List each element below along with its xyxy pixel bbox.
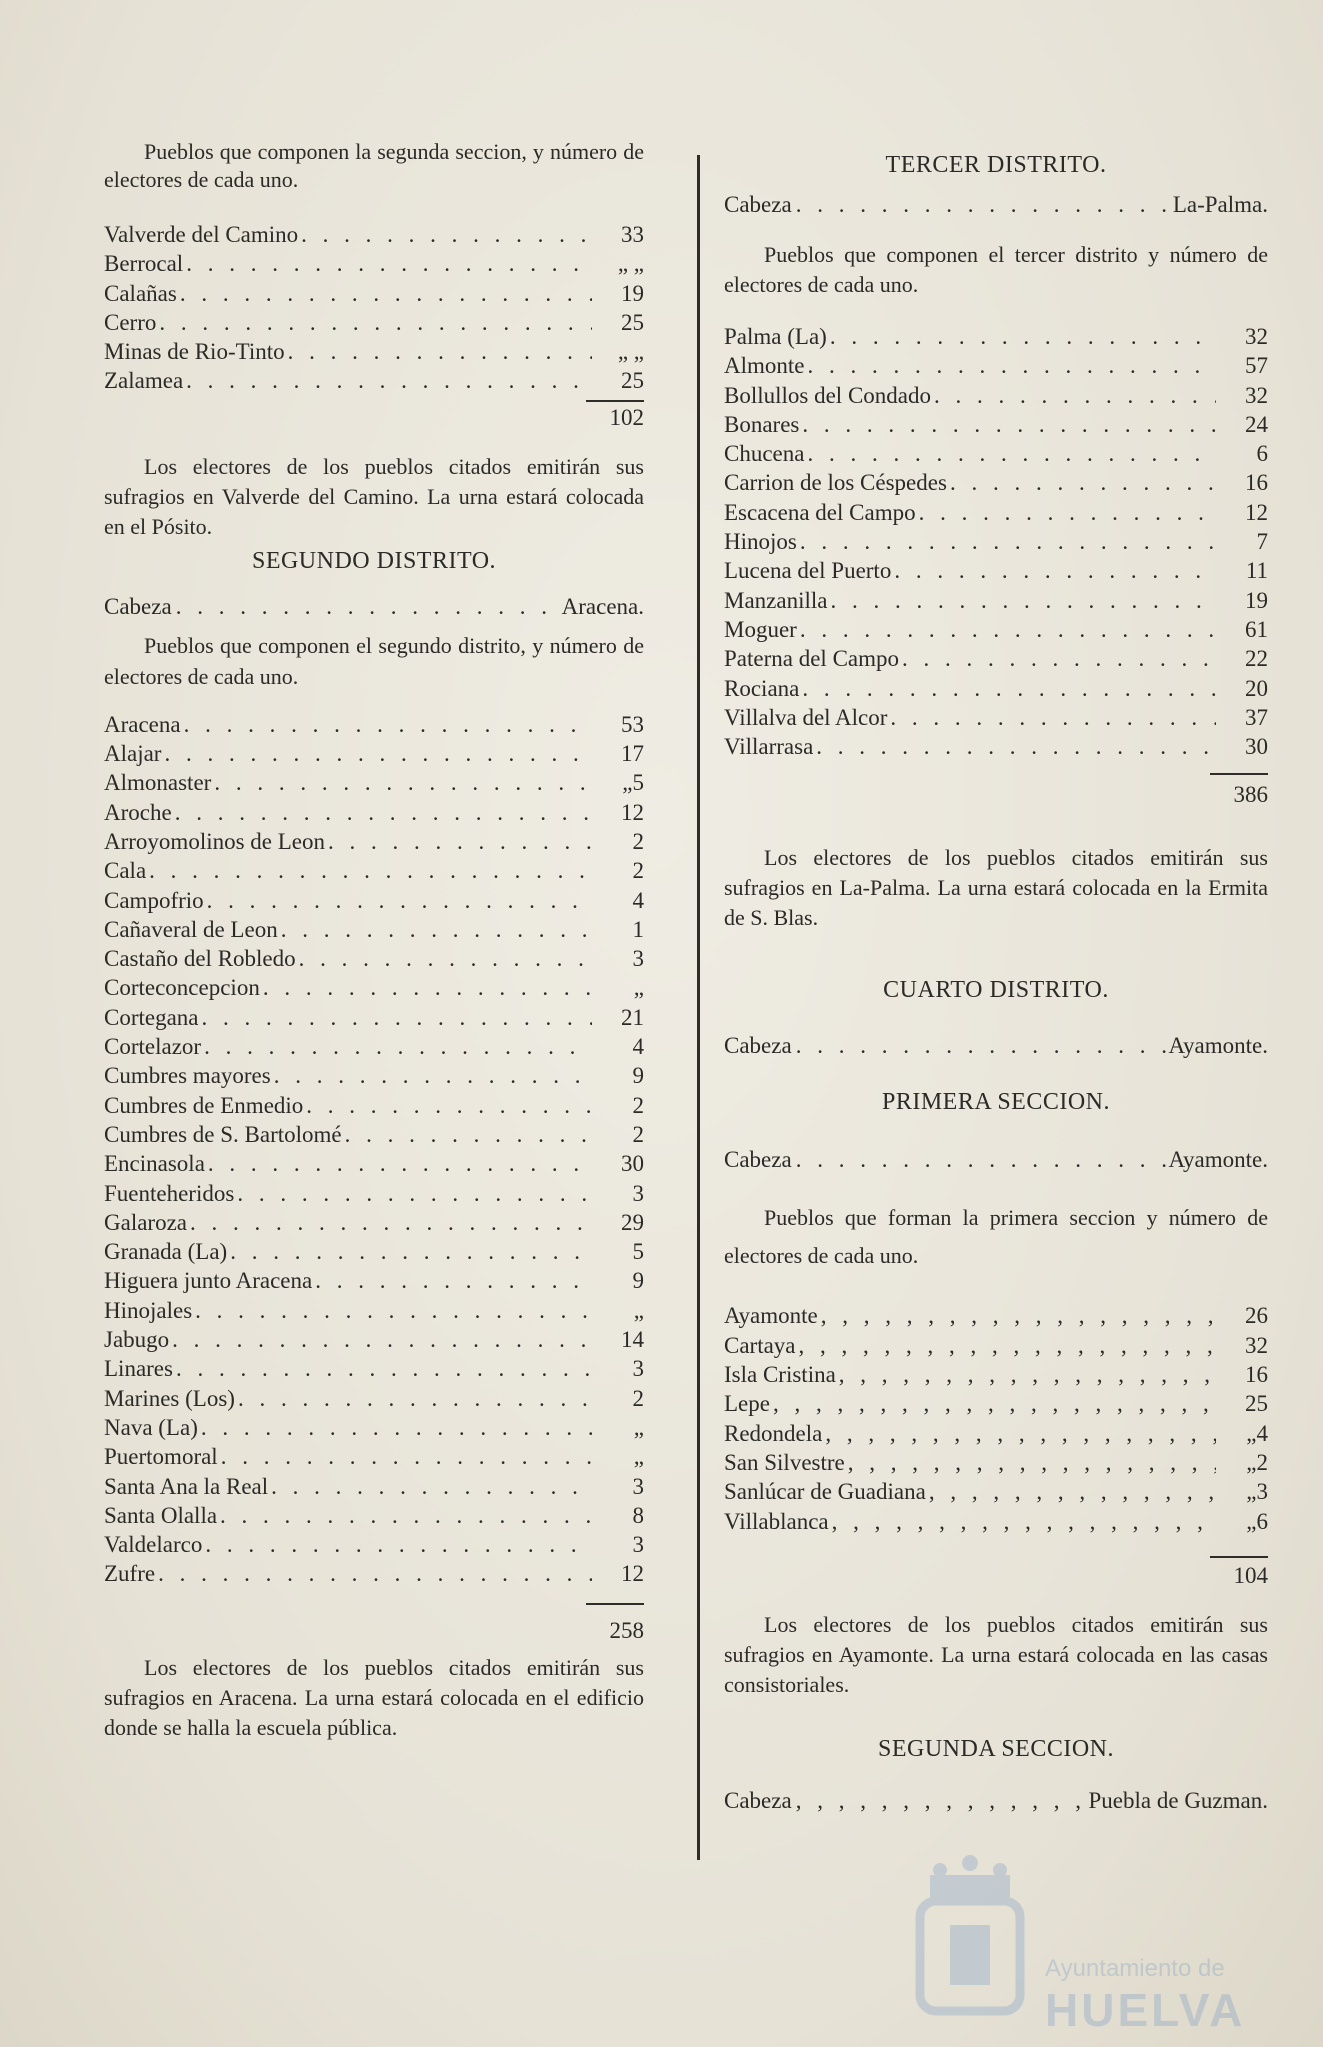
leader-dots: [260, 973, 592, 1002]
cabeza-label: Cabeza: [724, 1033, 792, 1059]
elector-count: 20: [1245, 675, 1268, 701]
elector-count: 12: [621, 799, 644, 825]
table-row: [104, 1296, 644, 1325]
town-name: Galaroza: [104, 1209, 187, 1235]
leader-dots: [836, 1360, 1216, 1389]
table-row: [724, 410, 1268, 439]
town-name: Valverde del Camino: [104, 222, 299, 247]
d2-table: [104, 710, 644, 1589]
table-row: [724, 703, 1268, 732]
table-row: [104, 1091, 644, 1120]
elector-count: 2: [632, 828, 644, 854]
leader-dots: [792, 1031, 1169, 1061]
town-name: Cumbres de Enmedio: [104, 1092, 304, 1118]
town-name: Cortegana: [104, 1004, 199, 1030]
leader-dots: [217, 1501, 592, 1530]
sec2-table: [104, 220, 644, 396]
d3-intro: Pueblos que componen el tercer distrito y número de electores de cada uno.: [724, 242, 1268, 297]
town-name: Aroche: [104, 799, 172, 825]
table-row: [104, 1530, 644, 1559]
cabeza-value: Aracena.: [561, 593, 644, 619]
town-name: Berrocal: [104, 251, 184, 277]
table-row: [104, 220, 644, 249]
elector-count: „6: [1246, 1508, 1268, 1534]
s2-heading: SEGUNDA SECCION.: [877, 1735, 1115, 1762]
town-name: Isla Cristina: [724, 1362, 836, 1388]
leader-dots: [799, 410, 1216, 439]
town-name: Cala: [104, 858, 147, 884]
elector-count: 9: [632, 1268, 644, 1294]
elector-count: 3: [632, 1356, 644, 1382]
elector-count: 53: [621, 711, 644, 737]
town-name: Alajar: [104, 741, 162, 767]
town-name: Bonares: [724, 411, 800, 437]
town-name: Escacena del Campo: [724, 499, 916, 525]
elector-count: 3: [632, 1473, 644, 1499]
elector-count: 19: [621, 280, 644, 306]
town-name: Villarrasa: [724, 734, 814, 760]
table-row: [724, 556, 1268, 585]
table-row: [724, 1389, 1268, 1418]
town-name: Ayamonte: [724, 1303, 818, 1329]
d3-cabeza: [724, 190, 1268, 220]
table-row: [724, 439, 1268, 468]
leader-dots: [899, 644, 1216, 673]
table-row: [104, 337, 644, 366]
town-name: Almonte: [724, 353, 805, 379]
table-row: [104, 1384, 644, 1413]
table-row: [724, 732, 1268, 761]
leader-dots: [183, 366, 592, 395]
table-row: [104, 886, 644, 915]
right-column: [724, 150, 1268, 1816]
town-name: Chucena: [724, 441, 805, 467]
cabeza-value: La-Palma.: [1172, 192, 1268, 217]
town-name: Calañas: [104, 280, 177, 306]
table-row: [724, 527, 1268, 556]
table-row: [104, 1472, 644, 1501]
leader-dots: [227, 1237, 592, 1266]
town-name: Puertomoral: [104, 1444, 218, 1470]
leader-dots: [916, 498, 1216, 527]
elector-count: „: [633, 1414, 644, 1440]
table-row: [104, 1237, 644, 1266]
leader-dots: [181, 710, 592, 739]
table-row: [104, 1061, 644, 1090]
elector-count: 8: [632, 1502, 644, 1528]
elector-count: „5: [622, 770, 644, 796]
table-row: [104, 1501, 644, 1530]
table-row: [104, 856, 644, 885]
elector-count: 24: [1245, 411, 1268, 437]
leader-dots: [298, 220, 592, 249]
leader-dots: [303, 1091, 592, 1120]
town-name: Cerro: [104, 309, 157, 335]
table-row: [104, 710, 644, 739]
leader-dots: [845, 1448, 1216, 1477]
section-intro: Pueblos que componen la segunda seccion, y número de electores de cada uno.: [104, 139, 644, 192]
table-row: [104, 1179, 644, 1208]
elector-count: 19: [1245, 587, 1268, 613]
leader-dots: [204, 886, 592, 915]
s1-note: Los electores de los pueblos citados emitirán sus sufragios en Ayamonte. La urna estará colocada en las casas consistoriales.: [724, 1611, 1268, 1697]
elector-count: „2: [1246, 1449, 1268, 1475]
table-row: [724, 1360, 1268, 1389]
elector-count: 2: [632, 858, 644, 884]
leader-dots: [218, 1442, 592, 1471]
elector-count: 29: [621, 1209, 644, 1235]
town-name: Cañaveral de Leon: [104, 916, 278, 942]
d2-heading: SEGUNDO DISTRITO.: [251, 547, 497, 574]
elector-count: 9: [632, 1063, 644, 1089]
elector-count: 4: [632, 1034, 644, 1060]
leader-dots: [146, 856, 592, 885]
table-row: [104, 973, 644, 1002]
table-row: [104, 1559, 644, 1588]
town-name: Palma (La): [724, 324, 827, 349]
town-name: Higuera junto Aracena: [104, 1268, 313, 1294]
elector-count: 22: [1245, 646, 1268, 672]
d4-cabeza: [724, 1031, 1268, 1061]
town-name: Cortelazor: [104, 1034, 202, 1060]
leader-dots: [312, 1266, 592, 1295]
leader-dots: [161, 739, 592, 768]
sec2-total: 102: [609, 404, 644, 430]
town-name: Castaño del Robledo: [104, 946, 296, 972]
table-row: [104, 739, 644, 768]
town-name: Santa Ana la Real: [104, 1473, 269, 1499]
s1-total: 104: [1233, 1562, 1268, 1588]
leader-dots: [797, 615, 1216, 644]
table-row: [724, 615, 1268, 644]
town-name: Bollullos del Condado: [724, 382, 931, 408]
s1-intro: Pueblos que forman la primera seccion y número de electores de cada uno.: [724, 1205, 1268, 1269]
leader-dots: [169, 1325, 592, 1354]
table-row: [104, 1149, 644, 1178]
town-name: Hinojales: [104, 1297, 193, 1323]
cabeza-label: Cabeza: [724, 1147, 792, 1173]
table-row: [724, 1301, 1268, 1330]
leader-dots: [926, 1477, 1216, 1506]
leader-dots: [813, 732, 1216, 761]
table-row: [104, 366, 644, 395]
table-row: [104, 1266, 644, 1295]
town-name: Santa Olalla: [104, 1502, 218, 1528]
cabeza-value: Puebla de Guzman.: [1088, 1787, 1268, 1813]
d3-note: Los electores de los pueblos citados emitirán sus sufragios en La-Palma. La urna estará colocada en la Ermita de S. Blas.: [724, 845, 1268, 931]
leader-dots: [205, 1149, 592, 1178]
cabeza-value: Ayamonte.: [1168, 1033, 1268, 1059]
d4-heading: CUARTO DISTRITO.: [883, 977, 1109, 1004]
watermark-line2: HUELVA: [1045, 1984, 1246, 2036]
cabeza-label: Cabeza: [104, 593, 172, 619]
town-name: Aracena: [104, 711, 181, 737]
leader-dots: [234, 1179, 592, 1208]
elector-count: 26: [1245, 1303, 1268, 1329]
table-row: [724, 644, 1268, 673]
elector-count: 6: [1256, 441, 1268, 467]
leader-dots: [805, 351, 1217, 380]
table-row: [104, 249, 644, 278]
leader-dots: [211, 768, 592, 797]
leader-dots: [792, 1145, 1169, 1175]
town-name: Fuenteheridos: [104, 1180, 235, 1206]
elector-count: „3: [1246, 1479, 1268, 1505]
leader-dots: [235, 1384, 592, 1413]
elector-count: „ „: [617, 251, 644, 277]
town-name: Carrion de los Céspedes: [724, 470, 947, 496]
town-name: Minas de Rio-Tinto: [104, 339, 285, 365]
town-name: Villablanca: [724, 1508, 829, 1534]
leader-dots: [172, 798, 592, 827]
elector-count: 3: [632, 946, 644, 972]
leader-dots: [799, 674, 1216, 703]
elector-count: 32: [1245, 324, 1268, 349]
table-row: [104, 798, 644, 827]
elector-count: 17: [621, 741, 644, 767]
leader-dots: [792, 190, 1173, 220]
leader-dots: [770, 1389, 1216, 1418]
leader-dots: [829, 1507, 1216, 1536]
leader-dots: [822, 1419, 1216, 1448]
elector-count: 11: [1245, 558, 1268, 584]
leader-dots: [818, 1301, 1216, 1330]
town-name: Linares: [104, 1356, 173, 1382]
table-row: [724, 1419, 1268, 1448]
d2-cabeza: [104, 592, 644, 622]
table-row: [104, 827, 644, 856]
table-row: [104, 279, 644, 308]
table-row: [724, 468, 1268, 497]
town-name: Campofrio: [104, 887, 204, 913]
elector-count: 37: [1245, 704, 1268, 730]
d2-note: Los electores de los pueblos citados emitirán sus sufragios en Aracena. La urna estará colocada en el edificio donde se halla la escuela pública.: [104, 1654, 644, 1740]
elector-count: „ „: [617, 339, 644, 365]
table-row: [104, 1003, 644, 1032]
elector-count: 2: [632, 1385, 644, 1411]
elector-count: 3: [632, 1180, 644, 1206]
elector-count: 21: [621, 1004, 644, 1030]
town-name: Marines (Los): [104, 1385, 235, 1411]
leader-dots: [891, 556, 1216, 585]
elector-count: 30: [1245, 734, 1268, 760]
watermark: [905, 1845, 1285, 2035]
town-name: Redondela: [724, 1420, 823, 1446]
town-name: Granada (La): [104, 1239, 228, 1265]
elector-count: „: [633, 1297, 644, 1323]
town-name: San Silvestre: [724, 1449, 845, 1475]
leader-dots: [172, 592, 562, 622]
table-row: [724, 322, 1268, 351]
d3-total: 386: [1233, 782, 1268, 808]
leader-dots: [201, 1032, 592, 1061]
d3-heading: TERCER DISTRITO.: [885, 152, 1107, 178]
elector-count: „: [633, 975, 644, 1001]
table-row: [724, 1448, 1268, 1477]
town-name: Cumbres de S. Bartolomé: [104, 1121, 342, 1147]
town-name: Manzanilla: [724, 587, 828, 613]
table-row: [104, 915, 644, 944]
elector-count: 3: [632, 1532, 644, 1558]
sec2-note: Los electores de los pueblos citados emitirán sus sufragios en Valverde del Camino. La urna estará colocada en el Pósito.: [104, 453, 644, 539]
town-name: Villalva del Alcor: [724, 704, 888, 730]
s1-table: [724, 1301, 1268, 1535]
elector-count: 16: [1245, 1362, 1268, 1388]
elector-count: 25: [621, 368, 644, 394]
table-row: [724, 1331, 1268, 1360]
leader-dots: [156, 308, 592, 337]
table-row: [104, 768, 644, 797]
leader-dots: [827, 322, 1216, 351]
leader-dots: [155, 1559, 592, 1588]
leader-dots: [827, 586, 1216, 615]
town-name: Paterna del Campo: [724, 646, 900, 672]
town-name: Jabugo: [104, 1327, 170, 1353]
table-row: [724, 674, 1268, 703]
table-row: [724, 381, 1268, 410]
elector-count: 4: [632, 887, 644, 913]
elector-count: 25: [621, 309, 644, 335]
table-row: [104, 1442, 644, 1471]
town-name: Sanlúcar de Guadiana: [724, 1479, 926, 1505]
leader-dots: [285, 337, 592, 366]
table-row: [104, 1354, 644, 1383]
elector-count: 33: [621, 222, 644, 247]
leader-dots: [296, 944, 592, 973]
d2-intro: Pueblos que componen el segundo distrito, y número de electores de cada uno.: [104, 632, 644, 689]
elector-count: 30: [621, 1151, 644, 1177]
elector-count: 1: [632, 916, 644, 942]
leader-dots: [187, 1208, 592, 1237]
leader-dots: [183, 249, 592, 278]
table-row: [724, 498, 1268, 527]
elector-count: 32: [1245, 1332, 1268, 1358]
leader-dots: [325, 827, 592, 856]
leader-dots: [271, 1061, 592, 1090]
table-row: [724, 351, 1268, 380]
town-name: Corteconcepcion: [104, 975, 260, 1001]
d2-total: 258: [609, 1617, 644, 1643]
leader-dots: [796, 1331, 1216, 1360]
d3-table: [724, 322, 1268, 761]
town-name: Hinojos: [724, 529, 797, 555]
elector-count: 25: [1245, 1391, 1268, 1417]
elector-count: „: [633, 1444, 644, 1470]
leader-dots: [177, 279, 592, 308]
leader-dots: [173, 1354, 592, 1383]
watermark-line1: Ayuntamiento de: [1045, 1955, 1225, 1982]
leader-dots: [268, 1472, 592, 1501]
leader-dots: [202, 1530, 592, 1559]
elector-count: „4: [1246, 1420, 1268, 1446]
leader-dots: [804, 439, 1216, 468]
town-name: Valdelarco: [104, 1532, 203, 1558]
city-shield-icon: [905, 1845, 1035, 2035]
leader-dots: [931, 381, 1216, 410]
elector-count: 2: [632, 1092, 644, 1118]
left-column: [104, 138, 644, 1743]
table-row: [104, 1413, 644, 1442]
cabeza-label: Cabeza: [724, 192, 792, 217]
s1-cabeza: [724, 1145, 1268, 1175]
leader-dots: [198, 1413, 592, 1442]
table-row: [724, 586, 1268, 615]
town-name: Zalamea: [104, 368, 184, 394]
town-name: Arroyomolinos de Leon: [104, 828, 326, 854]
elector-count: 32: [1245, 382, 1268, 408]
cabeza-label: Cabeza: [724, 1787, 792, 1813]
table-row: [104, 308, 644, 337]
elector-count: 2: [632, 1121, 644, 1147]
table-row: [104, 1208, 644, 1237]
town-name: Nava (La): [104, 1414, 198, 1440]
elector-count: 14: [621, 1327, 644, 1353]
town-name: Cartaya: [724, 1332, 796, 1358]
elector-count: 16: [1245, 470, 1268, 496]
leader-dots: [887, 703, 1216, 732]
elector-count: 12: [1245, 499, 1268, 525]
table-row: [104, 1032, 644, 1061]
s2-cabeza: [724, 1786, 1268, 1816]
column-divider: [697, 155, 700, 1860]
table-row: [104, 944, 644, 973]
leader-dots: [278, 915, 592, 944]
leader-dots: [192, 1296, 592, 1325]
table-row: [724, 1507, 1268, 1536]
town-name: Cumbres mayores: [104, 1063, 271, 1089]
town-name: Moguer: [724, 616, 797, 642]
leader-dots: [199, 1003, 592, 1032]
town-name: Lepe: [724, 1391, 770, 1417]
town-name: Lucena del Puerto: [724, 558, 892, 584]
table-row: [724, 1477, 1268, 1506]
elector-count: 5: [632, 1239, 644, 1265]
town-name: Rociana: [724, 675, 800, 701]
table-row: [104, 1325, 644, 1354]
elector-count: 61: [1245, 616, 1268, 642]
elector-count: 57: [1245, 353, 1268, 379]
table-row: [104, 1120, 644, 1149]
elector-count: 7: [1256, 529, 1268, 555]
leader-dots: [342, 1120, 592, 1149]
town-name: Almonaster: [104, 770, 212, 796]
town-name: Zufre: [104, 1561, 156, 1587]
leader-dots: [797, 527, 1216, 556]
leader-commas: [792, 1786, 1089, 1816]
elector-count: 12: [621, 1561, 644, 1587]
cabeza-value: Ayamonte.: [1168, 1147, 1268, 1173]
leader-dots: [947, 468, 1216, 497]
town-name: Encinasola: [104, 1151, 205, 1177]
s1-heading: PRIMERA SECCION.: [881, 1089, 1111, 1116]
